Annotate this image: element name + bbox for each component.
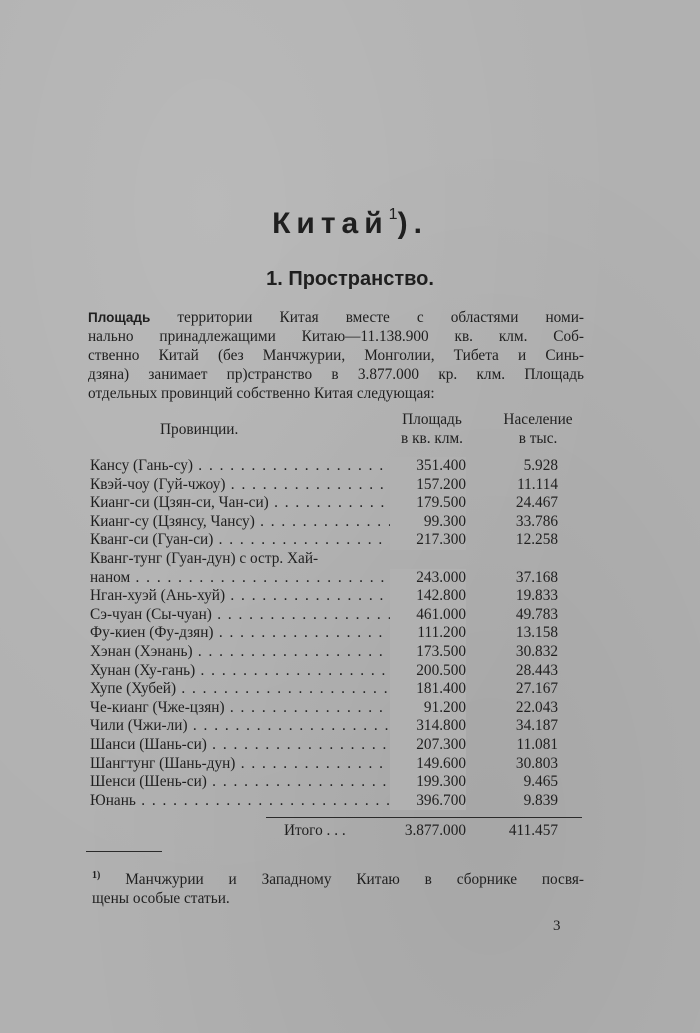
province-name: Хунан (Ху-гань) . . . <box>90 662 390 681</box>
province-area: 111.200 <box>390 624 466 643</box>
intro-line: ственно Китай (без Манчжурии, Монголии, Тибета и Синь- <box>88 347 584 364</box>
province-area: 99.300 <box>390 513 466 532</box>
province-population: 9.465 <box>523 773 558 791</box>
province-area: 142.800 <box>390 587 466 606</box>
table-row <box>90 699 558 718</box>
footnote-rule <box>86 851 162 852</box>
header-population-line2: в тыс. <box>518 430 558 447</box>
province-name: Шенси (Шень-си) . . . <box>90 773 390 792</box>
intro-paragraph <box>88 308 584 403</box>
table-header <box>88 410 584 454</box>
province-name: Кванг-тунг (Гуан-дун) с остр. Хай- <box>90 549 319 567</box>
province-population: 27.167 <box>515 680 558 698</box>
province-name: Шанси (Шань-си) . . . <box>90 736 390 755</box>
province-name: Кианг-су (Цзянсу, Чансу) . . . <box>90 513 390 532</box>
province-name: наном . . . <box>90 569 390 588</box>
province-population: 12.258 <box>515 531 558 549</box>
province-area: 207.300 <box>390 736 466 755</box>
province-name: Кансу (Гань-су) . . . <box>90 457 390 476</box>
section-title: 1. Пространство. <box>266 268 434 290</box>
table-row <box>90 513 558 532</box>
province-name: Че-кианг (Чже-цзян) . . . <box>90 699 390 718</box>
intro-lead-word: Площадь <box>88 310 151 325</box>
province-population: 24.467 <box>515 494 558 512</box>
footnote-line: щены особые статьи. <box>92 890 230 908</box>
chapter-title-suffix: ). <box>397 207 428 240</box>
province-area: 243.000 <box>390 569 466 588</box>
province-table <box>90 457 558 810</box>
province-area: 396.700 <box>390 792 466 811</box>
chapter-title <box>0 206 700 241</box>
province-area: 91.200 <box>390 699 466 718</box>
chapter-title-text: Китай <box>272 207 389 240</box>
province-population: 19.833 <box>515 587 558 605</box>
table-row <box>90 606 558 625</box>
province-name: Квэй-чоу (Гуй-чжоу) . . . <box>90 476 390 495</box>
province-area: 200.500 <box>390 662 466 681</box>
header-area-line1: Площадь <box>402 411 462 428</box>
table-row <box>90 494 558 513</box>
table-row <box>90 550 558 569</box>
intro-line: отдельных провинций собственно Китая следующая: <box>88 385 435 402</box>
table-row <box>90 792 558 811</box>
province-area: 217.300 <box>390 531 466 550</box>
header-population <box>490 410 586 448</box>
province-population: 49.783 <box>515 605 558 623</box>
table-row <box>90 773 558 792</box>
table-row <box>90 717 558 736</box>
total-area: 3.877.000 <box>404 822 466 839</box>
province-name: Сэ-чуан (Сы-чуан) . . . <box>90 606 390 625</box>
total-label: Итого . . . <box>284 822 346 839</box>
province-area: 314.800 <box>390 717 466 736</box>
province-name: Нган-хуэй (Ань-хуй) . . . <box>90 587 390 606</box>
table-row <box>90 755 558 774</box>
province-name: Кианг-си (Цзян-си, Чан-си) . . . <box>90 494 390 513</box>
province-population: 11.114 <box>517 475 558 493</box>
province-name: Фу-киен (Фу-дзян) . . . <box>90 624 390 643</box>
table-row <box>90 587 558 606</box>
province-population: 30.832 <box>515 642 558 660</box>
header-area-line2: в кв. клм. <box>401 430 463 447</box>
header-population-line1: Население <box>503 411 573 428</box>
footnote-line <box>92 866 584 889</box>
province-name: Юнань . . . <box>90 792 390 811</box>
province-area: 173.500 <box>390 643 466 662</box>
table-row <box>90 680 558 699</box>
table-row <box>90 662 558 681</box>
province-population: 22.043 <box>515 698 558 716</box>
province-area: 179.500 <box>390 494 466 513</box>
total-population: 411.457 <box>508 822 558 839</box>
table-row <box>90 569 558 588</box>
table-row <box>90 643 558 662</box>
province-name: Чили (Чжи-ли) . . . <box>90 717 390 736</box>
footnote <box>92 866 584 908</box>
total-row <box>90 822 558 842</box>
table-row <box>90 531 558 550</box>
table-row <box>90 457 558 476</box>
province-population: 30.803 <box>515 754 558 772</box>
province-population: 28.443 <box>515 661 558 679</box>
intro-line-text: территории Китая вместе с областями номи- <box>150 309 584 326</box>
province-area: 157.200 <box>390 476 466 495</box>
province-name: Хупе (Хубей) . . . <box>90 680 390 699</box>
intro-line: дзяна) занимает пр)странство в 3.877.000 кр. клм. Площадь <box>88 366 584 383</box>
page-number: 3 <box>553 918 561 934</box>
province-area: 351.400 <box>390 457 466 476</box>
province-population: 13.158 <box>515 624 558 642</box>
intro-line <box>88 308 584 327</box>
province-population: 11.081 <box>516 735 558 753</box>
province-area: 461.000 <box>390 606 466 625</box>
province-population: 9.839 <box>523 791 558 809</box>
footnote-mark: 1) <box>92 870 101 881</box>
header-area <box>384 410 480 448</box>
province-population: 34.187 <box>515 717 558 735</box>
province-area: 149.600 <box>390 755 466 774</box>
province-name: Шангтунг (Шань-дун) . . . <box>90 755 390 774</box>
chapter-footnote-mark: 1 <box>388 206 398 223</box>
table-row <box>90 736 558 755</box>
province-population: 37.168 <box>515 568 558 586</box>
header-province: Провинции. <box>160 421 239 438</box>
province-population: 5.928 <box>523 457 558 474</box>
footnote-line1: Манчжурии и Западному Китаю в сборнике посвя- <box>100 871 584 889</box>
total-rule <box>266 817 582 818</box>
province-area: 181.400 <box>390 680 466 699</box>
province-name: Кванг-си (Гуан-си) . . . <box>90 531 390 550</box>
intro-line: нально принадлежащими Китаю—11.138.900 кв. клм. Соб- <box>88 328 584 345</box>
province-name: Хэнан (Хэнань) . . . <box>90 643 390 662</box>
province-area: 199.300 <box>390 773 466 792</box>
province-population: 33.786 <box>515 512 558 530</box>
table-row <box>90 476 558 495</box>
table-row <box>90 624 558 643</box>
